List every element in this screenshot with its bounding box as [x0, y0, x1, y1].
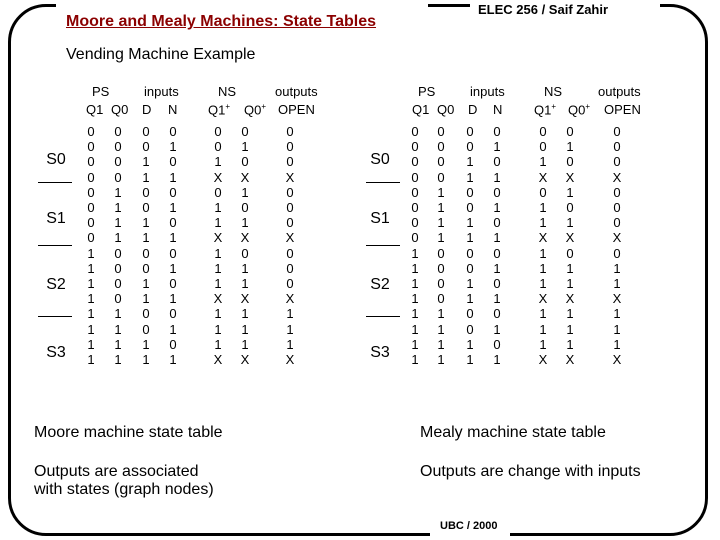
table-cell: 0 — [493, 154, 501, 170]
table-cell: 1 — [566, 184, 574, 200]
table-cell: 1 — [466, 230, 474, 246]
table-cell: 0 — [241, 124, 249, 139]
table-cell: X — [285, 230, 295, 246]
table-cell: 0 — [214, 124, 222, 139]
table-cell: 0 — [87, 169, 95, 185]
table-cell: 0 — [437, 169, 445, 185]
table-cell: 1 — [613, 336, 621, 352]
table-cell: 0 — [566, 154, 574, 170]
table-cell: 0 — [114, 245, 122, 261]
table-cell: X — [538, 169, 548, 185]
table-cell: 1 — [87, 321, 95, 337]
moore-note-line: with states (graph nodes) — [34, 481, 214, 498]
table-cell: 1 — [214, 215, 222, 231]
table-cell: 0 — [87, 215, 95, 231]
table-cell: X — [612, 169, 622, 185]
table-cell: 1 — [214, 245, 222, 261]
table-cell: X — [565, 352, 575, 367]
table-cell: 1 — [437, 336, 445, 352]
table-cell: 1 — [411, 336, 419, 352]
table-cell: 0 — [169, 306, 177, 322]
table-cell: 0 — [169, 276, 177, 291]
table-cell: 1 — [169, 321, 177, 337]
table-cell: X — [213, 169, 223, 185]
table-cell: 1 — [142, 336, 150, 352]
table-cell: 1 — [214, 154, 222, 170]
table-cell: 1 — [241, 139, 249, 155]
moore-q0plus-header: Q0+ — [244, 102, 267, 118]
table-cell: 0 — [286, 124, 294, 139]
mealy-state-s3: S3 — [370, 344, 390, 361]
table-cell: 1 — [142, 169, 150, 185]
moore-outputs-header: outputs — [275, 84, 318, 99]
table-cell: 0 — [566, 124, 574, 139]
table-cell: 1 — [169, 352, 177, 367]
table-cell: 1 — [411, 321, 419, 337]
table-cell: 1 — [437, 215, 445, 231]
table-cell: 1 — [142, 276, 150, 291]
table-cell: 1 — [87, 306, 95, 322]
moore-q1-header: Q1 — [86, 102, 104, 117]
table-cell: 1 — [411, 245, 419, 261]
table-cell: 0 — [142, 200, 150, 215]
table-cell: 0 — [286, 200, 294, 215]
table-cell: 1 — [142, 291, 150, 307]
table-cell: 0 — [566, 245, 574, 261]
moore-ns-header: NS — [218, 84, 237, 99]
moore-state-s1: S1 — [46, 210, 66, 227]
table-cell: 0 — [286, 215, 294, 231]
table-cell: 0 — [437, 124, 445, 139]
mealy-q0-header: Q0 — [437, 102, 455, 117]
table-cell: X — [240, 352, 250, 367]
moore-inputs-header: inputs — [144, 84, 179, 99]
mealy-state-divider — [366, 182, 400, 183]
table-cell: 1 — [169, 200, 177, 215]
table-cell: 0 — [466, 260, 474, 276]
mealy-state-divider — [366, 316, 400, 317]
table-cell: X — [213, 352, 223, 367]
mealy-d-header: D — [468, 102, 478, 117]
table-cell: 0 — [114, 124, 122, 139]
moore-q1plus-header: Q1+ — [208, 102, 231, 118]
table-cell: 1 — [493, 291, 501, 307]
table-cell: 0 — [466, 200, 474, 215]
table-cell: 1 — [539, 306, 547, 322]
moore-state-divider — [38, 316, 72, 317]
mealy-inputs-header: inputs — [470, 84, 505, 99]
table-cell: 0 — [437, 260, 445, 276]
table-cell: 0 — [214, 184, 222, 200]
table-cell: 1 — [241, 260, 249, 276]
table-cell: 1 — [411, 276, 419, 291]
table-cell: 0 — [114, 276, 122, 291]
table-cell: 0 — [114, 154, 122, 170]
table-cell: 1 — [493, 169, 501, 185]
table-cell: 0 — [493, 276, 501, 291]
table-cell: 1 — [566, 215, 574, 231]
table-cell: 0 — [286, 184, 294, 200]
table-cell: 1 — [114, 184, 122, 200]
table-cell: 1 — [114, 321, 122, 337]
table-cell: 1 — [566, 306, 574, 322]
moore-state-divider — [38, 245, 72, 246]
moore-ps-header: PS — [92, 84, 110, 99]
mealy-q1plus-header: Q1+ — [534, 102, 557, 118]
table-cell: 1 — [539, 154, 547, 170]
table-cell: 0 — [493, 336, 501, 352]
moore-note — [34, 463, 214, 499]
table-cell: 1 — [437, 184, 445, 200]
table-cell: 0 — [411, 169, 419, 185]
table-cell: 0 — [493, 306, 501, 322]
mealy-state-s2: S2 — [370, 276, 390, 293]
table-cell: 1 — [241, 321, 249, 337]
moore-state-divider — [38, 182, 72, 183]
moore-open-header: OPEN — [278, 102, 315, 117]
table-cell: 1 — [539, 321, 547, 337]
mealy-q1-header: Q1 — [412, 102, 430, 117]
table-cell: 1 — [566, 276, 574, 291]
table-cell: 0 — [114, 169, 122, 185]
mealy-ps-header: PS — [418, 84, 436, 99]
table-cell: 0 — [493, 215, 501, 231]
table-cell: 0 — [169, 124, 177, 139]
table-cell: 0 — [411, 215, 419, 231]
table-cell: 0 — [286, 245, 294, 261]
table-cell: 1 — [437, 306, 445, 322]
moore-q0-header: Q0 — [111, 102, 129, 117]
table-cell: 0 — [114, 139, 122, 155]
slide-title: Moore and Mealy Machines: State Tables — [66, 13, 377, 30]
table-cell: 0 — [114, 291, 122, 307]
moore-state-s2: S2 — [46, 276, 66, 293]
table-cell: 1 — [114, 200, 122, 215]
table-cell: 0 — [613, 215, 621, 231]
table-cell: 0 — [169, 154, 177, 170]
table-cell: 1 — [286, 321, 294, 337]
table-cell: 1 — [114, 336, 122, 352]
table-cell: 1 — [493, 230, 501, 246]
table-cell: 1 — [286, 336, 294, 352]
table-cell: 0 — [466, 184, 474, 200]
mealy-q0plus-header: Q0+ — [568, 102, 591, 118]
table-cell: X — [538, 291, 548, 307]
table-cell: 1 — [613, 306, 621, 322]
table-cell: X — [285, 352, 295, 367]
mealy-state-s0: S0 — [370, 151, 390, 168]
table-cell: 0 — [142, 184, 150, 200]
table-cell: 0 — [411, 200, 419, 215]
table-cell: 1 — [241, 215, 249, 231]
table-cell: 1 — [437, 230, 445, 246]
table-cell: 1 — [87, 291, 95, 307]
table-cell: 0 — [142, 321, 150, 337]
table-cell: 1 — [142, 215, 150, 231]
table-cell: 0 — [437, 245, 445, 261]
table-cell: 1 — [114, 306, 122, 322]
table-cell: 0 — [466, 306, 474, 322]
table-cell: X — [240, 291, 250, 307]
table-cell: 0 — [114, 260, 122, 276]
table-cell: 1 — [169, 139, 177, 155]
table-cell: 1 — [87, 245, 95, 261]
table-cell: 1 — [539, 276, 547, 291]
table-cell: 1 — [466, 169, 474, 185]
course-label: ELEC 256 / Saif Zahir — [478, 2, 609, 17]
table-cell: 1 — [539, 215, 547, 231]
table-cell: 1 — [87, 352, 95, 367]
table-cell: X — [612, 230, 622, 246]
table-cell: X — [213, 230, 223, 246]
mealy-outputs-header: outputs — [598, 84, 641, 99]
table-cell: 0 — [466, 124, 474, 139]
table-cell: 0 — [411, 139, 419, 155]
moore-caption: Moore machine state table — [34, 424, 223, 441]
table-cell: 1 — [466, 215, 474, 231]
table-cell: 1 — [466, 336, 474, 352]
slide-subtitle: Vending Machine Example — [66, 46, 256, 63]
table-cell: 0 — [613, 139, 621, 155]
table-cell: 0 — [437, 276, 445, 291]
table-cell: 0 — [539, 124, 547, 139]
mealy-state-divider — [366, 245, 400, 246]
table-cell: 1 — [566, 260, 574, 276]
table-cell: 1 — [493, 139, 501, 155]
table-cell: 0 — [411, 230, 419, 246]
table-cell: 0 — [241, 245, 249, 261]
mealy-note: Outputs are change with inputs — [420, 463, 641, 480]
table-cell: 0 — [169, 245, 177, 261]
table-cell: 1 — [87, 260, 95, 276]
mealy-caption: Mealy machine state table — [420, 424, 606, 441]
table-cell: 1 — [411, 291, 419, 307]
table-cell: 0 — [142, 260, 150, 276]
table-cell: 0 — [87, 184, 95, 200]
table-cell: 1 — [114, 215, 122, 231]
table-cell: 1 — [87, 336, 95, 352]
table-cell: X — [612, 291, 622, 307]
moore-note-line: Outputs are associated — [34, 463, 199, 480]
table-cell: 1 — [169, 169, 177, 185]
moore-d-header: D — [142, 102, 152, 117]
table-cell: 1 — [493, 352, 501, 367]
table-cell: 0 — [493, 184, 501, 200]
table-cell: 1 — [169, 291, 177, 307]
table-cell: X — [538, 230, 548, 246]
table-cell: 0 — [87, 124, 95, 139]
table-cell: 1 — [214, 200, 222, 215]
moore-n-header: N — [168, 102, 178, 117]
table-cell: 0 — [241, 200, 249, 215]
table-cell: 1 — [411, 260, 419, 276]
table-cell: X — [213, 291, 223, 307]
table-cell: 0 — [613, 245, 621, 261]
table-cell: 1 — [493, 321, 501, 337]
table-cell: 1 — [539, 200, 547, 215]
table-cell: 0 — [142, 245, 150, 261]
table-cell: 1 — [214, 306, 222, 322]
mealy-state-s1: S1 — [370, 210, 390, 227]
moore-state-s3: S3 — [46, 344, 66, 361]
table-cell: 1 — [437, 321, 445, 337]
table-cell: 1 — [539, 245, 547, 261]
table-cell: 0 — [466, 139, 474, 155]
table-cell: 1 — [286, 306, 294, 322]
table-cell: 0 — [169, 215, 177, 231]
table-cell: 1 — [493, 200, 501, 215]
table-cell: X — [240, 230, 250, 246]
table-cell: 1 — [493, 260, 501, 276]
table-cell: 1 — [214, 276, 222, 291]
footer-label: UBC / 2000 — [440, 520, 498, 532]
table-cell: 0 — [493, 245, 501, 261]
table-cell: 1 — [241, 306, 249, 322]
table-cell: 0 — [613, 154, 621, 170]
table-cell: 0 — [539, 184, 547, 200]
table-cell: 0 — [286, 276, 294, 291]
table-cell: 0 — [214, 139, 222, 155]
table-cell: 0 — [613, 184, 621, 200]
table-cell: 1 — [411, 306, 419, 322]
table-cell: 1 — [539, 260, 547, 276]
table-cell: X — [538, 352, 548, 367]
table-cell: 1 — [87, 276, 95, 291]
table-cell: 1 — [169, 230, 177, 246]
table-cell: 0 — [87, 154, 95, 170]
table-cell: 1 — [241, 184, 249, 200]
table-cell: 0 — [87, 230, 95, 246]
table-cell: 1 — [142, 230, 150, 246]
table-cell: 1 — [466, 276, 474, 291]
table-cell: 0 — [466, 321, 474, 337]
table-cell: 1 — [466, 291, 474, 307]
table-cell: 1 — [142, 352, 150, 367]
table-cell: X — [565, 291, 575, 307]
table-cell: X — [612, 352, 622, 367]
table-cell: 1 — [169, 260, 177, 276]
table-cell: 1 — [214, 260, 222, 276]
table-cell: 0 — [411, 154, 419, 170]
table-cell: 1 — [566, 321, 574, 337]
table-cell: 1 — [613, 260, 621, 276]
table-cell: 0 — [169, 336, 177, 352]
table-cell: 1 — [466, 154, 474, 170]
table-cell: 1 — [114, 352, 122, 367]
table-cell: 1 — [613, 276, 621, 291]
table-cell: 0 — [169, 184, 177, 200]
table-cell: 0 — [437, 154, 445, 170]
table-cell: 0 — [613, 124, 621, 139]
moore-state-s0: S0 — [46, 151, 66, 168]
table-cell: 0 — [142, 124, 150, 139]
table-cell: 0 — [286, 139, 294, 155]
table-cell: 1 — [411, 352, 419, 367]
table-cell: 1 — [142, 154, 150, 170]
table-cell: 1 — [466, 352, 474, 367]
table-cell: 0 — [437, 139, 445, 155]
table-cell: X — [565, 230, 575, 246]
table-cell: 1 — [114, 230, 122, 246]
table-cell: 0 — [466, 245, 474, 261]
table-cell: 0 — [613, 200, 621, 215]
mealy-n-header: N — [493, 102, 503, 117]
table-cell: 0 — [87, 139, 95, 155]
table-cell: 1 — [613, 321, 621, 337]
table-cell: 1 — [539, 336, 547, 352]
table-cell: 0 — [411, 124, 419, 139]
table-cell: 0 — [539, 139, 547, 155]
table-cell: 1 — [241, 336, 249, 352]
table-cell: X — [240, 169, 250, 185]
table-cell: 1 — [437, 352, 445, 367]
table-cell: X — [285, 291, 295, 307]
table-cell: 1 — [214, 336, 222, 352]
table-cell: 0 — [241, 154, 249, 170]
table-cell: 1 — [214, 321, 222, 337]
table-cell: 1 — [566, 139, 574, 155]
table-cell: 0 — [566, 200, 574, 215]
table-cell: 0 — [286, 260, 294, 276]
table-cell: 1 — [437, 200, 445, 215]
table-cell: 0 — [411, 184, 419, 200]
table-cell: X — [565, 169, 575, 185]
table-cell: 0 — [493, 124, 501, 139]
table-cell: 0 — [286, 154, 294, 170]
table-cell: X — [285, 169, 295, 185]
table-cell: 0 — [437, 291, 445, 307]
table-cell: 0 — [142, 139, 150, 155]
table-cell: 0 — [142, 306, 150, 322]
table-cell: 1 — [241, 276, 249, 291]
mealy-ns-header: NS — [544, 84, 563, 99]
mealy-open-header: OPEN — [604, 102, 641, 117]
table-cell: 1 — [566, 336, 574, 352]
table-cell: 0 — [87, 200, 95, 215]
